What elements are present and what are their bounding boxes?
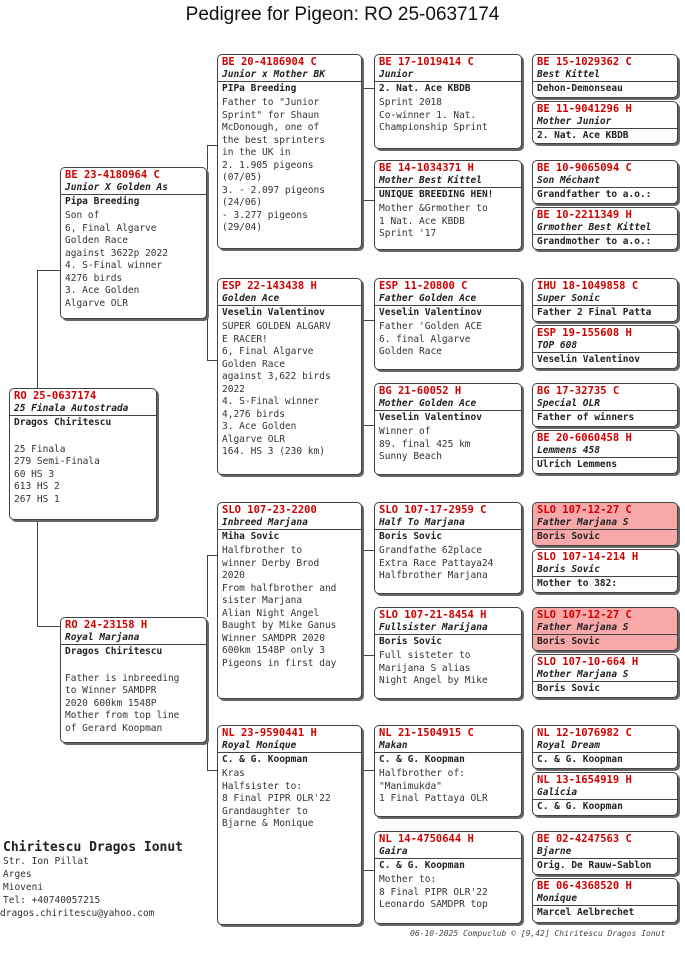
mmm-ring: NL 14-4750644 H xyxy=(379,833,474,845)
g4-ring: IHU 18-1049858 C xyxy=(537,280,639,292)
g4-name: Monique xyxy=(537,893,578,904)
mff-ring: SLO 107-17-2959 C xyxy=(379,504,487,516)
g4-ring: BE 02-4247563 C xyxy=(537,833,632,845)
subject-card[interactable] xyxy=(9,388,157,520)
g4-line: Father of winners xyxy=(533,410,677,425)
ff-name: Junior x Mother BK xyxy=(222,69,325,80)
breeder-street: Str. Ion Pillat xyxy=(3,856,89,867)
father-info: Son of 6, Final Algarve Golden Race against 3622p 2022 4. S-Final winner 4276 birds 3. Ace Golden Algarve OLR xyxy=(65,210,168,309)
g4-card[interactable] xyxy=(532,772,678,816)
fmf-name: Father Golden Ace xyxy=(379,293,477,304)
g4-name: Special OLR xyxy=(537,398,600,409)
mf-name: Inbreed Marjana xyxy=(222,517,308,528)
g4-card[interactable] xyxy=(532,878,678,923)
mm-owner: C. & G. Koopman xyxy=(218,752,361,767)
mm-name: Royal Monique xyxy=(222,740,297,751)
page-title: Pedigree for Pigeon: RO 25-0637174 xyxy=(185,4,500,25)
g4-name: Best Kittel xyxy=(537,69,600,80)
fm-owner: Veselin Valentinov xyxy=(218,305,361,320)
subject-info: 25 Finala 279 Semi-Finala 60 HS 3 613 HS 2 267 HS 1 xyxy=(14,443,100,505)
mf-card[interactable] xyxy=(217,502,362,699)
g4-ring: SLO 107-12-27 C xyxy=(537,609,632,621)
fm-info: SUPER GOLDEN ALGARV E RACER! 6, Final Algarve Golden Race against 3,622 birds 2022 4. S-Final winner 4,276 birds 3. Ace Golden Algarve OLR 164. HS 3 (230 km) xyxy=(222,321,331,457)
mmf-owner: C. & G. Koopman xyxy=(375,752,521,767)
g4-card[interactable] xyxy=(532,383,678,427)
g4-line: Boris Sovic xyxy=(533,634,677,649)
ff-info: Father to "Junior Sprint" for Shaun McDonough, one of the best sprinters in the UK in 2. 1.905 pigeons (07/05) 3. - 2.097 pigeons (24/06) - 3.277 pigeons (29/04) xyxy=(222,97,325,233)
g4-line: C. & G. Koopman xyxy=(533,799,677,814)
g4-name: Galicia xyxy=(537,787,578,798)
g4-ring: BE 06-4368520 H xyxy=(537,880,632,892)
g4-card[interactable] xyxy=(532,654,678,698)
g4-ring: BE 11-9041296 H xyxy=(537,103,632,115)
g4-line: Father 2 Final Patta xyxy=(533,305,677,320)
breeder-contact xyxy=(0,840,215,920)
g4-line: Grandfather to a.o.: xyxy=(533,187,677,202)
mfm-info: Full sisteter to Marijana S alias Night Angel by Mike xyxy=(379,650,488,686)
g4-ring: BE 10-2211349 H xyxy=(537,209,632,221)
g4-name: TOP 608 xyxy=(537,340,578,351)
g4-name: Mother Junior xyxy=(537,116,612,127)
ffm-info: Mother &Grmother to 1 Nat. Ace KBDB Sprint '17 xyxy=(379,203,488,239)
ff-card[interactable] xyxy=(217,54,362,249)
mfm-card[interactable] xyxy=(374,607,522,699)
g4-line: C. & G. Koopman xyxy=(533,752,677,767)
g4-line: 2. Nat. Ace KBDB xyxy=(533,128,677,143)
mother-ring: RO 24-23158 H xyxy=(65,619,148,631)
ffm-owner: UNIQUE BREEDING HEN! xyxy=(375,187,521,202)
fff-info: Sprint 2018 Co-winner 1. Nat. Championship Sprint xyxy=(379,97,488,133)
fmf-owner: Veselin Valentinov xyxy=(375,305,521,320)
fmm-info: Winner of 89. final 425 km Sunny Beach xyxy=(379,426,471,462)
g4-name: Father Marjana S xyxy=(537,622,629,633)
g4-ring: NL 12-1076982 C xyxy=(537,727,632,739)
subject-owner: Dragos Chiritescu xyxy=(10,415,156,430)
mfm-owner: Boris Sovic xyxy=(375,634,521,649)
g4-card[interactable] xyxy=(532,160,678,204)
ff-owner: PIPa Breeding xyxy=(218,81,361,96)
g4-name: Grmother Best Kittel xyxy=(537,222,652,233)
ffm-ring: BE 14-1034371 H xyxy=(379,162,474,174)
g4-line: Orig. De Rauw-Sablon xyxy=(533,858,677,873)
mmm-info: Mother to: 8 Final PIPR OLR'22 Leonardo SAMDPR top xyxy=(379,874,488,910)
g4-ring: BE 10-9065094 C xyxy=(537,162,632,174)
subject-name: 25 Finala Autostrada xyxy=(14,403,129,414)
fmm-card[interactable] xyxy=(374,383,522,475)
mff-owner: Boris Sovic xyxy=(375,529,521,544)
mm-ring: NL 23-9590441 H xyxy=(222,727,317,739)
mf-info: Halfbrother to winner Derby Brod 2020 From halfbrother and sister Marjana Alian Night Angel Baught by Mike Ganus Winner SAMDPR 2020 600km 1548P only 3 Pigeons in first day xyxy=(222,545,337,669)
g4-line: Boris Sovic xyxy=(533,681,677,696)
ffm-card[interactable] xyxy=(374,160,522,250)
footer-credit: 06-10-2025 Compuclub © [9,42] Chiritescu Dragos Ionut xyxy=(410,929,666,938)
fmm-name: Mother Golden Ace xyxy=(379,398,477,409)
father-card[interactable] xyxy=(60,167,207,319)
mff-card[interactable] xyxy=(374,502,522,594)
g4-card[interactable] xyxy=(532,549,678,593)
fff-owner: 2. Nat. Ace KBDB xyxy=(375,81,521,96)
g4-ring: ESP 19-155608 H xyxy=(537,327,632,339)
g4-line: Veselin Valentinov xyxy=(533,352,677,367)
g4-name: Super Sonic xyxy=(537,293,600,304)
g4-card[interactable] xyxy=(532,54,678,98)
mf-owner: Miha Sovic xyxy=(218,529,361,544)
fmf-card[interactable] xyxy=(374,278,522,370)
mf-ring: SLO 107-23-2200 xyxy=(222,504,317,516)
ffm-name: Mother Best Kittel xyxy=(379,175,482,186)
breeder-tel: Tel: +40740057215 xyxy=(3,895,101,906)
subject-ring: RO 25-0637174 xyxy=(14,390,97,402)
g4-ring: SLO 107-12-27 C xyxy=(537,504,632,516)
g4-card[interactable] xyxy=(532,207,678,250)
fmm-owner: Veselin Valentinov xyxy=(375,410,521,425)
g4-name: Boris Sovic xyxy=(537,564,600,575)
mm-info: Kras Halfsister to: 8 Final PIPR OLR'22 Grandaughter to Bjarne & Monique xyxy=(222,768,331,829)
ff-ring: BE 20-4186904 C xyxy=(222,56,317,68)
mmm-card[interactable] xyxy=(374,831,522,924)
g4-name: Bjarne xyxy=(537,846,572,857)
g4-line: Ulrich Lemmens xyxy=(533,457,677,472)
mff-name: Half To Marjana xyxy=(379,517,465,528)
g4-ring: BE 15-1029362 C xyxy=(537,56,632,68)
mmf-name: Makan xyxy=(379,740,408,751)
g4-ring: BG 17-32735 C xyxy=(537,385,620,397)
g4-line: Marcel Aelbrechet xyxy=(533,905,677,920)
fff-name: Junior xyxy=(379,69,414,80)
mother-name: Royal Marjana xyxy=(65,632,140,643)
fff-ring: BE 17-1019414 C xyxy=(379,56,474,68)
g4-line: Mother to 382: xyxy=(533,576,677,591)
fmf-info: Father 'Golden ACE 6. final Algarve Golden Race xyxy=(379,321,482,357)
g4-card[interactable] xyxy=(532,430,678,474)
g4-card-highlighted[interactable] xyxy=(532,607,678,651)
g4-card-highlighted[interactable] xyxy=(532,502,678,546)
mmm-owner: C. & G. Koopman xyxy=(375,858,521,873)
g4-card[interactable] xyxy=(532,831,678,875)
father-ring: BE 23-4180964 C xyxy=(65,169,160,181)
father-owner: Pipa Breeding xyxy=(61,194,206,209)
g4-card[interactable] xyxy=(532,725,678,769)
g4-ring: BE 20-6060458 H xyxy=(537,432,632,444)
mfm-name: Fullsister Marijana xyxy=(379,622,488,633)
g4-ring: NL 13-1654919 H xyxy=(537,774,632,786)
breeder-city: Mioveni xyxy=(3,882,44,893)
g4-line: Boris Sovic xyxy=(533,529,677,544)
g4-card[interactable] xyxy=(532,278,678,322)
g4-line: Dehon-Demonseau xyxy=(533,81,677,96)
mmf-info: Halfbrother of: "Manimukda" 1 Final Pattaya OLR xyxy=(379,768,488,804)
breeder-name: Chiritescu Dragos Ionut xyxy=(3,840,184,855)
breeder-region: Arges xyxy=(3,869,32,880)
mmm-name: Gaira xyxy=(379,846,408,857)
mmf-ring: NL 21-1504915 C xyxy=(379,727,474,739)
g4-name: Lemmens 458 xyxy=(537,445,600,456)
g4-name: Mother Marjana S xyxy=(537,669,629,680)
fff-card[interactable] xyxy=(374,54,522,149)
mfm-ring: SLO 107-21-8454 H xyxy=(379,609,487,621)
g4-card[interactable] xyxy=(532,325,678,369)
g4-name: Son Méchant xyxy=(537,175,600,186)
fm-ring: ESP 22-143438 H xyxy=(222,280,317,292)
mmf-card[interactable] xyxy=(374,725,522,817)
g4-name: Father Marjana S xyxy=(537,517,629,528)
mff-info: Grandfathe 62place Extra Race Pattaya24 Halfbrother Marjana xyxy=(379,545,494,581)
fm-card[interactable] xyxy=(217,278,362,475)
fm-name: Golden Ace xyxy=(222,293,280,304)
mother-info: Father is inbreeding to Winner SAMDPR 2020 600km 1548P Mother from top line of Gerard Koopman xyxy=(65,672,180,734)
g4-name: Royal Dream xyxy=(537,740,600,751)
breeder-email[interactable]: dragos.chiritescu@yahoo.com xyxy=(0,908,155,919)
g4-card[interactable] xyxy=(532,101,678,144)
mm-card[interactable] xyxy=(217,725,362,925)
g4-ring: SLO 107-10-664 H xyxy=(537,656,639,668)
g4-ring: SLO 107-14-214 H xyxy=(537,551,639,563)
fmm-ring: BG 21-60052 H xyxy=(379,385,462,397)
mother-card[interactable] xyxy=(60,617,207,743)
father-name: Junior X Golden As xyxy=(65,182,168,193)
g4-line: Grandmother to a.o.: xyxy=(533,234,677,249)
mother-owner: Dragos Chiritescu xyxy=(61,644,206,659)
fmf-ring: ESP 11-20800 C xyxy=(379,280,468,292)
